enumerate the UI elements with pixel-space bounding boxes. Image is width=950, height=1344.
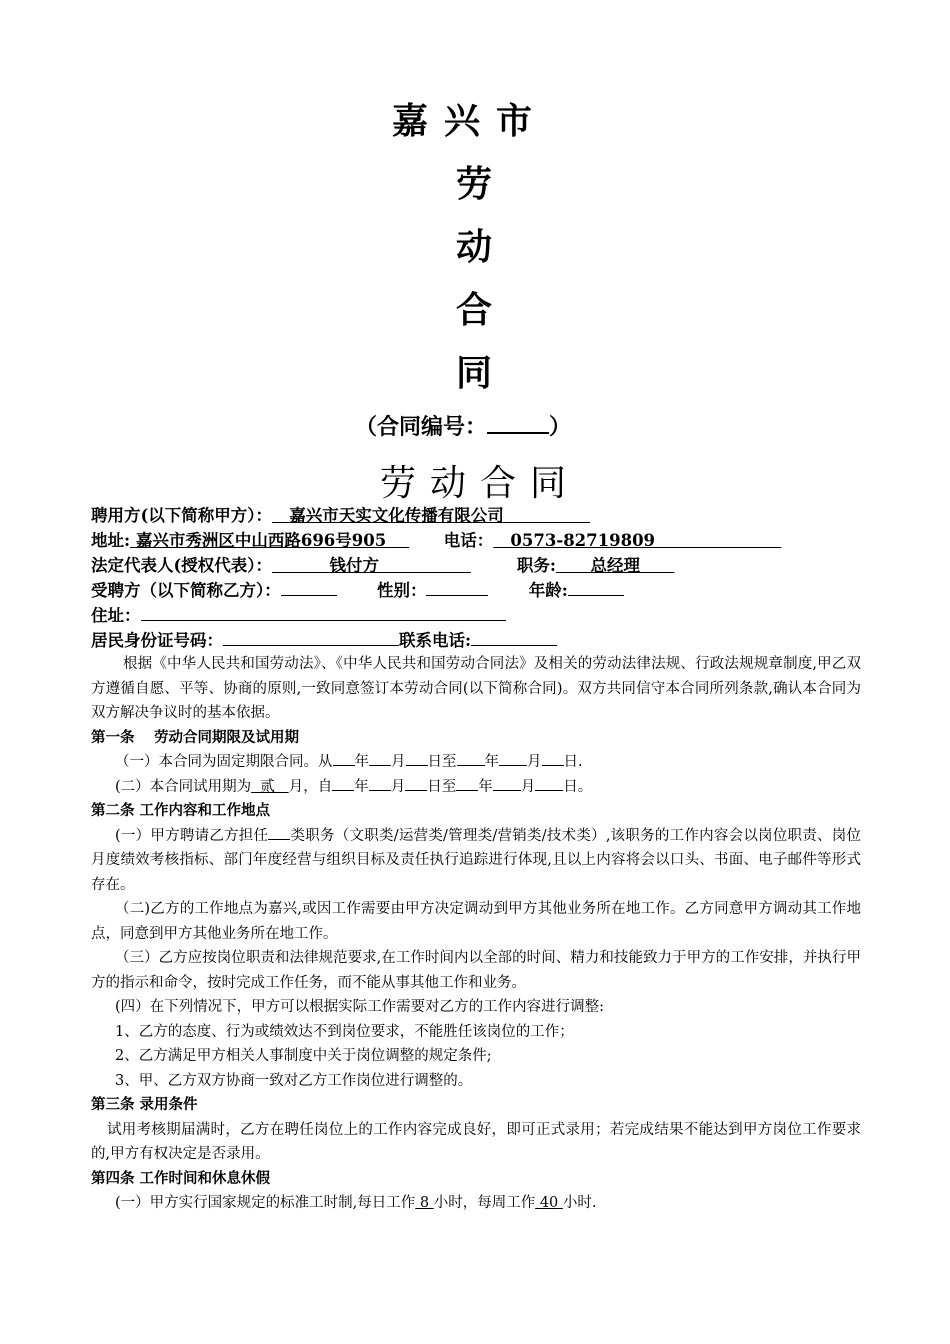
article-2-title: 第二条 工作内容和工作地点 <box>91 802 271 819</box>
employer-label: 聘用方(以下简称甲方）： <box>91 506 273 525</box>
age-label: 年龄: <box>528 581 568 600</box>
contract-body <box>91 652 861 1216</box>
article-4-clause-1: (一）甲方实行国家规定的标准工时制,每日工作 8 小时，每周工作 40 小时. <box>115 1195 597 1211</box>
article-2-item-3: 3、甲、乙方双方协商一致对乙方工作岗位进行调整的。 <box>115 1072 473 1089</box>
article-3-title: 第三条 录用条件 <box>91 1096 198 1113</box>
position-label: 职务: <box>516 556 556 575</box>
contact-label: 联系电话: <box>399 631 472 650</box>
legal-rep-value: 钱付方 <box>329 556 380 575</box>
title-line-4: 合 <box>456 290 493 331</box>
article-4-title: 第四条 工作时间和休息休假 <box>91 1169 271 1187</box>
intro-paragraph: 根据《中华人民共和国劳动法》、《中华人民共和国劳动合同法》及相关的劳动法律法规、行政法规规章制度,甲乙双方遵循自愿、平等、协商的原则,一致同意签订本劳动合同(以下简称合同)。双方共同信守本合同所列条款,确认本合同为双方解决争议时的基本依据。 <box>91 656 861 721</box>
employee-row <box>91 578 871 603</box>
contract-number-label: （合同编号： <box>355 415 488 440</box>
residence-blank[interactable] <box>141 605 506 621</box>
article-1-clause-2: (二）本合同试用期为 贰 月，自 年 月 日至 年 月 日。 <box>115 778 593 795</box>
position-value: 总经理 <box>590 556 640 575</box>
gender-blank[interactable] <box>426 580 488 596</box>
legal-rep-row <box>91 553 871 578</box>
residence-row <box>91 603 871 628</box>
party-fields <box>91 503 871 653</box>
id-row <box>91 628 871 653</box>
title-line-3: 动 <box>456 227 493 268</box>
article-2-clause-1: (一）甲方聘请乙方担任 类职务（文职类/运营类/管理类/营销类/技术类）,该职务的工作内容会以岗位职责、岗位月度绩效考核指标、部门年度经营与组织目标及责任执行追踪进行体现,且以上内容将会以口头、书面、电子邮件等形式存在。 <box>91 827 861 893</box>
contact-blank[interactable] <box>471 630 557 646</box>
article-1-title: 第一条 劳动合同期限及试用期 <box>91 728 300 746</box>
residence-label: 住址： <box>91 606 141 625</box>
address-value: 嘉兴市秀洲区中山西路696号905 <box>135 531 387 550</box>
address-row <box>91 528 871 553</box>
id-label: 居民身份证号码： <box>91 631 223 650</box>
article-2-clause-4: (四）在下列情况下，甲方可以根据实际工作需要对乙方的工作内容进行调整: <box>115 999 605 1015</box>
article-1-clause-1: （一）本合同为固定期限合同。从 年 月 日至 年 月 日. <box>115 754 583 770</box>
employer-row <box>91 503 871 528</box>
address-label: 地址: <box>91 531 131 550</box>
legal-rep-label: 法定代表人(授权代表）： <box>91 556 273 575</box>
title-line-city: 嘉兴市 <box>392 101 549 142</box>
title-line-2: 劳 <box>456 164 493 205</box>
age-blank[interactable] <box>568 580 624 596</box>
gender-label: 性别： <box>376 581 427 600</box>
phone-value: 0573-82719809 <box>510 531 656 550</box>
contract-number <box>355 410 571 441</box>
article-2-clause-2: （二)乙方的工作地点为嘉兴,或因工作需要由甲方决定调动到甲方其他业务所在地工作。乙方同意甲方调动其工作地点，同意到甲方其他业务所在地工作。 <box>91 901 861 942</box>
article-2-clause-3: （三）乙方应按岗位职责和法律规范要求,在工作时间内以全部的时间、精力和技能致力于甲方的工作安排，并执行甲方的指示和命令，按时完成工作任务，而不能从事其他工作和业务。 <box>91 950 861 991</box>
employee-name-blank[interactable] <box>281 580 337 596</box>
contract-number-close: ） <box>549 415 572 440</box>
employee-label: 受聘方（以下简称乙方）： <box>91 581 281 600</box>
article-2-item-1: 1、乙方的态度、行为或绩效达不到岗位要求，不能胜任该岗位的工作； <box>115 1023 574 1040</box>
id-blank[interactable] <box>223 630 399 646</box>
title-line-5: 同 <box>456 353 493 394</box>
article-3-clause-1: 试用考核期届满时，乙方在聘任岗位上的工作内容完成良好，即可正式录用；若完成结果不能达到甲方岗位工作要求的,甲方有权决定是否录用。 <box>91 1121 861 1162</box>
article-2-item-2: 2、乙方满足甲方相关人事制度中关于岗位调整的规定条件; <box>115 1048 492 1064</box>
document-subtitle: 劳动合同 <box>380 463 581 504</box>
employer-value: 嘉兴市天实文化传播有限公司 <box>289 506 504 525</box>
phone-label: 电话： <box>443 531 494 550</box>
contract-number-blank[interactable] <box>487 414 549 434</box>
